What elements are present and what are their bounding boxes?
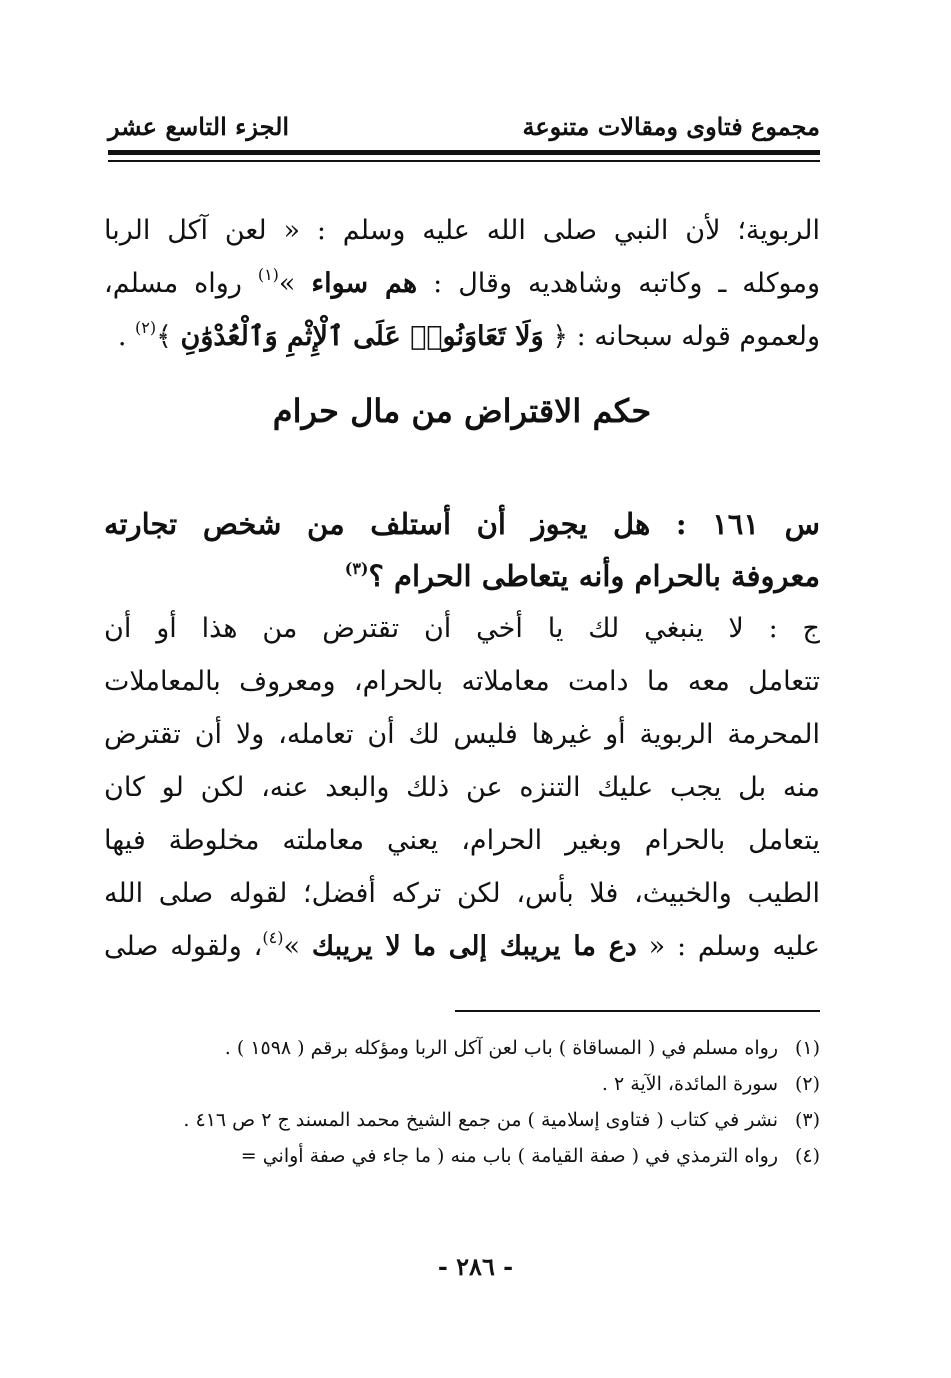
intro-line-3-text-a: ولعموم قوله سبحانه : ﴿	[543, 321, 820, 352]
header-rule-thick	[108, 150, 820, 155]
footnote-ref-2[interactable]: (٢)	[135, 318, 157, 337]
footnote-2-number: (٢)	[794, 1073, 820, 1095]
answer-line-7-text-d: ، ولقوله صلى	[104, 931, 263, 962]
footnote-4	[100, 1138, 820, 1174]
footnote-separator	[455, 1010, 820, 1012]
answer-line-7	[104, 920, 820, 973]
answer-line-7-text-a: عليه وسلم : «	[636, 931, 821, 962]
question-line-2-text: معروفة بالحرام وأنه يتعاطى الحرام ؟	[368, 559, 820, 593]
section-heading: حكم الاقتراض من مال حرام	[272, 392, 652, 430]
answer-line-2: تتعامل معه ما دامت معاملاته بالحرام، ومعروف بالمعاملات	[104, 666, 820, 697]
answer-line-7-quote-close: »	[283, 931, 312, 962]
footnote-2	[100, 1066, 820, 1102]
question-line-2	[104, 550, 820, 602]
answer-line-3: المحرمة الربوية أو غيرها فليس لك أن تعامله، ولا أن تقترض	[104, 719, 820, 750]
footnote-4-text: رواه الترمذي في ( صفة القيامة ) باب منه ( ما جاء في صفة أواني =	[240, 1145, 778, 1167]
footnote-ref-4[interactable]: (٤)	[262, 928, 284, 947]
quran-verse: وَلَا تَعَاوَنُوا۟ عَلَى ٱلْإِثْمِ وَٱلْعُدْوَٰنِ	[180, 321, 544, 352]
answer-line-4: منه بل يجب عليك التنزه عن ذلك والبعد عنه، لكن لو كان	[104, 772, 820, 803]
answer-line-5: يتعامل بالحرام وبغير الحرام، يعني معاملته مخلوطة فيها	[104, 825, 820, 856]
footnotes	[100, 1030, 820, 1174]
intro-line-2	[104, 257, 820, 310]
intro-line-1: الربوية؛ لأن النبي صلى الله عليه وسلم : « لعن آكل الربا	[104, 215, 820, 246]
book-title: مجموع فتاوى ومقالات متنوعة	[522, 112, 820, 141]
answer-paragraph	[104, 602, 820, 973]
intro-line-3-bracket-close: ﴾	[156, 321, 181, 352]
page-number: - ٢٨٦ -	[437, 1252, 514, 1281]
intro-line-3	[104, 310, 820, 363]
answer-line-1: ج : لا ينبغي لك يا أخي أن تقترض من هذا أو أن	[104, 613, 820, 644]
header-rule-thin	[108, 160, 820, 162]
question-block	[104, 498, 820, 602]
volume-label: الجزء التاسع عشر	[108, 112, 290, 141]
intro-line-3-text-d: .	[117, 321, 135, 352]
hadith-phrase-1: هم سواء	[311, 268, 418, 299]
intro-line-2-text-d: رواه مسلم،	[104, 268, 258, 299]
footnote-ref-1[interactable]: (١)	[257, 265, 279, 284]
footnote-1-number: (١)	[794, 1037, 820, 1059]
question-line-1: س ١٦١ : هل يجوز أن أستلف من شخص تجارته	[104, 507, 820, 541]
footnote-3-text: نشر في كتاب ( فتاوى إسلامية ) من جمع الشيخ محمد المسند ج ٢ ص ٤١٦ .	[183, 1109, 778, 1131]
hadith-phrase-2: دع ما يريبك إلى ما لا يريبك	[311, 931, 637, 962]
answer-line-6: الطيب والخبيث، فلا بأس، لكن تركه أفضل؛ لقوله صلى الله	[104, 878, 820, 909]
footnote-1-text: رواه مسلم في ( المساقاة ) باب لعن آكل الربا ومؤكله برقم ( ١٥٩٨ ) .	[224, 1037, 778, 1059]
running-header	[108, 112, 820, 152]
footnote-4-number: (٤)	[794, 1145, 820, 1167]
footnote-2-text: سورة المائدة، الآية ٢ .	[601, 1073, 778, 1095]
footnote-3	[100, 1102, 820, 1138]
footnote-1	[100, 1030, 820, 1066]
intro-line-2-text-a: وموكله ـ وكاتبه وشاهديه وقال :	[417, 268, 820, 299]
footnote-3-number: (٣)	[794, 1109, 820, 1131]
intro-line-2-quote-close: »	[278, 268, 312, 299]
intro-paragraph	[104, 204, 820, 363]
footnote-ref-3[interactable]: (٣)	[344, 559, 369, 578]
